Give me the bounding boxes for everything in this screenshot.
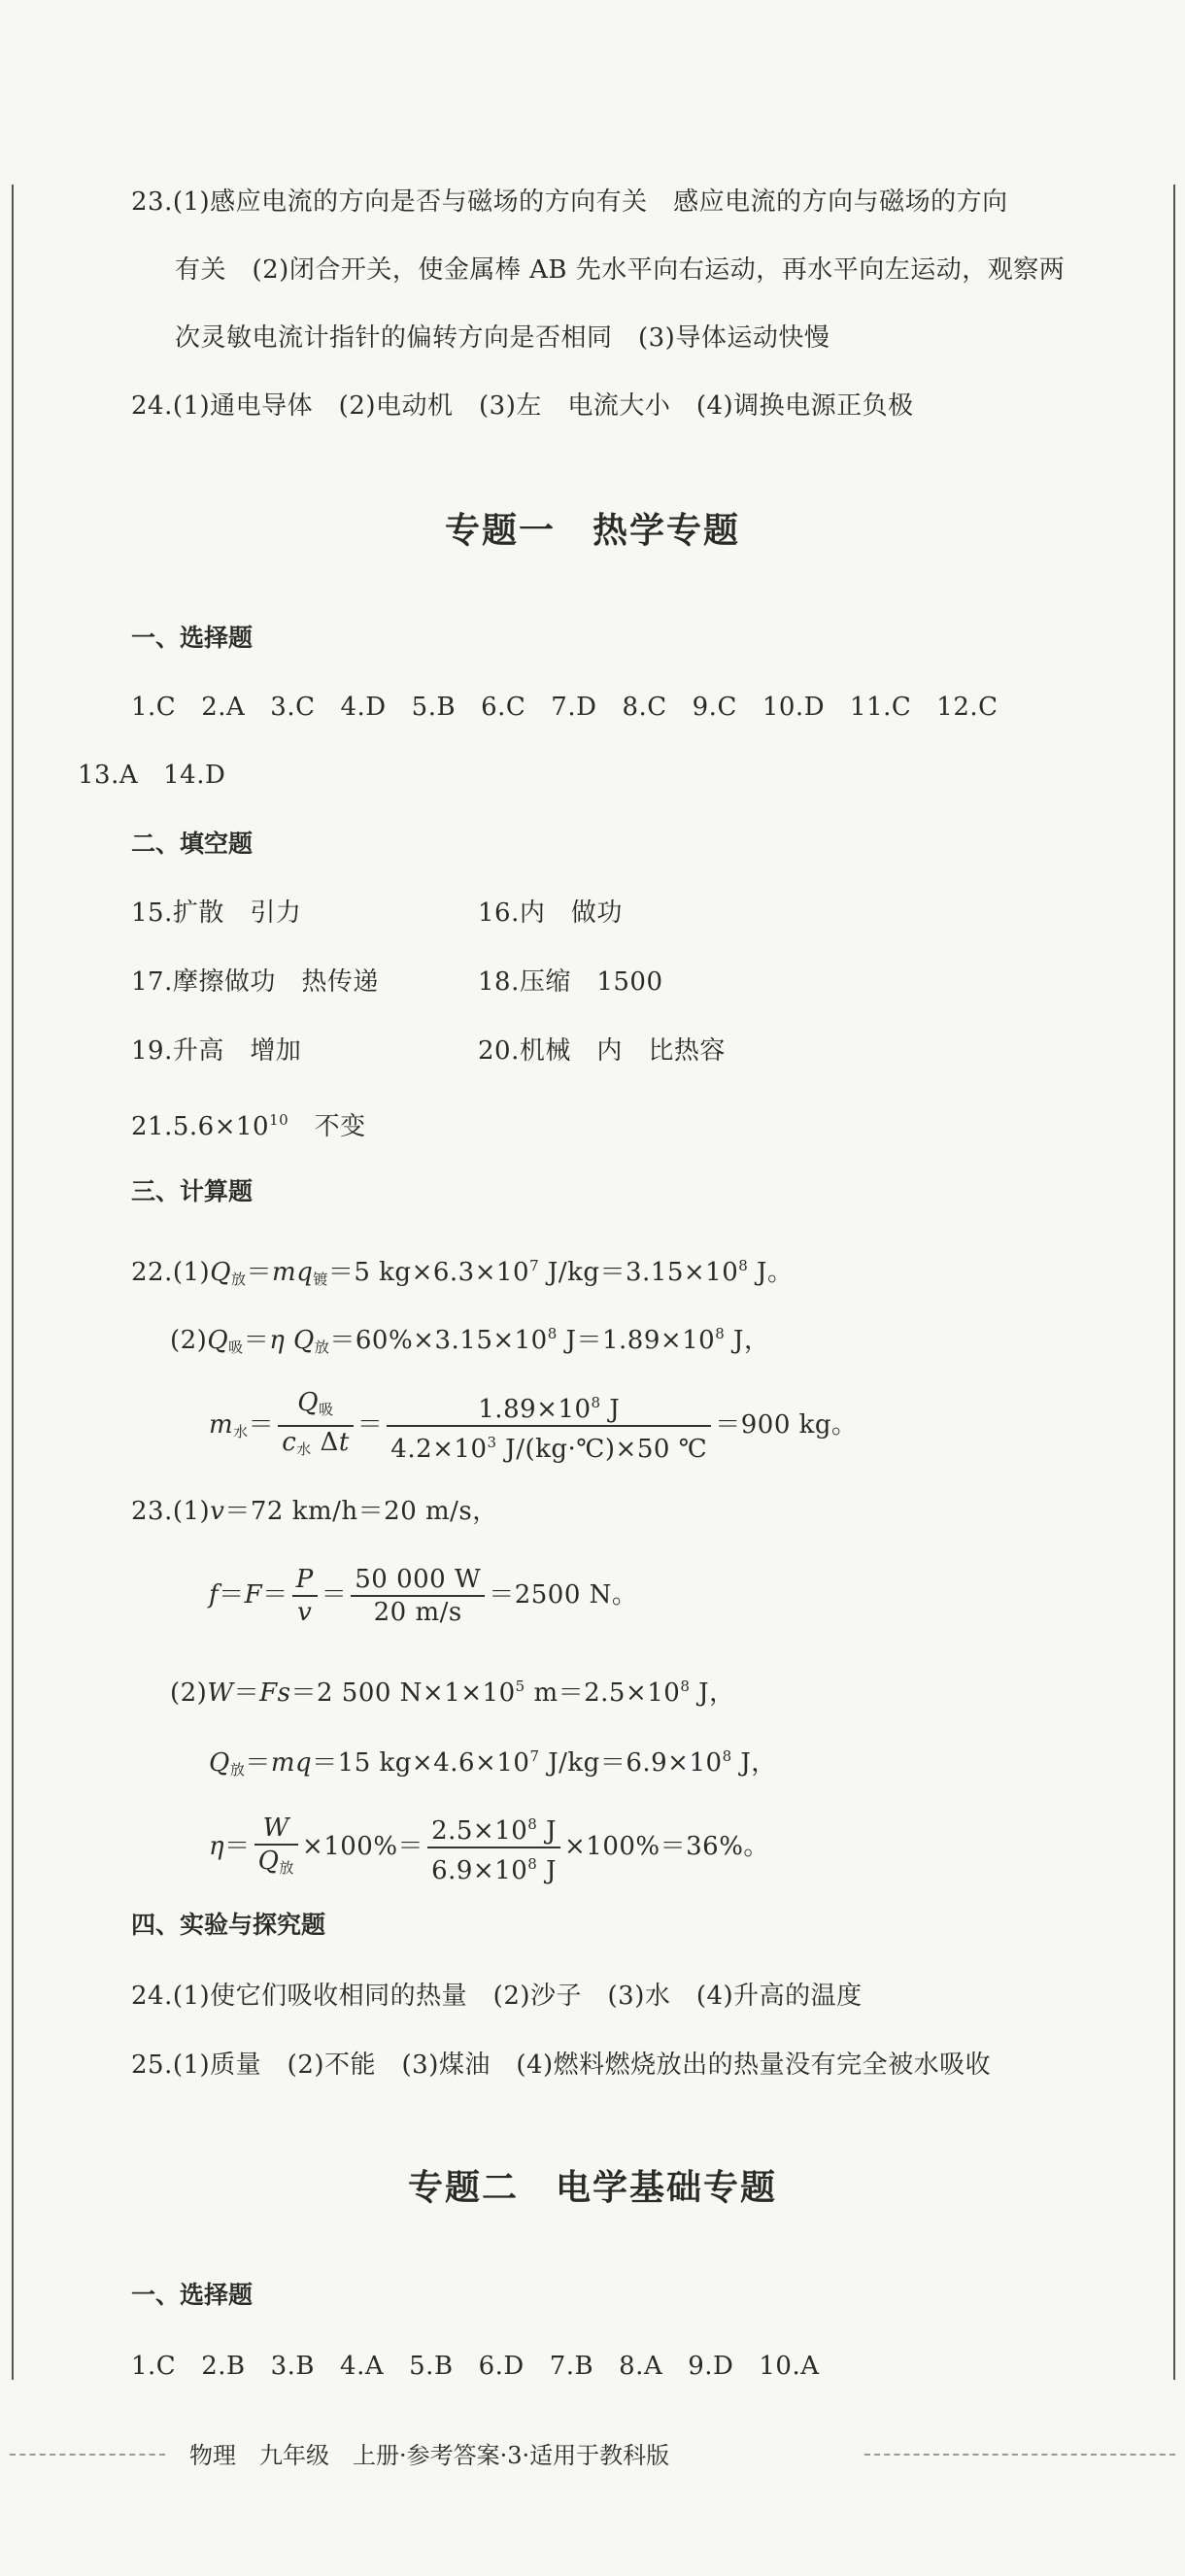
choice-answer: 6.D bbox=[478, 2352, 525, 2381]
choice-answer: 9.C bbox=[692, 693, 737, 722]
choice-answer: 3.B bbox=[270, 2352, 316, 2381]
fraction: $\frac{Q_吸}{c_水 \Delta t}$ bbox=[278, 1387, 354, 1465]
fraction: $\frac{2.5\times 10^8 J}{6.9\times 10^8 J}$ bbox=[427, 1809, 560, 1886]
choice-answer: 5.B bbox=[409, 2352, 454, 2381]
choice-answer: 2.A bbox=[201, 693, 246, 722]
topic1-choice-row1 bbox=[131, 690, 999, 725]
choice-answer: 2.B bbox=[201, 2352, 246, 2381]
fraction: $\frac{W}{Q_放}$ bbox=[254, 1813, 298, 1883]
answer-21-tail: 不变 bbox=[288, 1112, 366, 1141]
choice-answer: 7.D bbox=[551, 693, 597, 722]
calc-22-1: $22.(1)Q_放=mq_镀=5$ $kg\times 6.3\times 10^7$ $J/kg=3.15\times 10^8$ J。 bbox=[131, 1257, 794, 1288]
choice-answer: 4.D bbox=[340, 693, 387, 722]
choice-answer: 7.B bbox=[549, 2352, 594, 2381]
topic1-section-experiment: 四、实验与探究题 bbox=[131, 1911, 326, 1939]
topic2-section-choice: 一、选择题 bbox=[131, 2281, 254, 2309]
calc-23-5: η＝ $\frac{W}{Q_放}$ ×100%＝ $\frac{2.5\times 10^8 J}{6.9\times 10^8 J}$ ×100%＝36%。 bbox=[209, 1809, 769, 1886]
answer-23-line1: 23.(1)感应电流的方向是否与磁场的方向有关 感应电流的方向与磁场的方向 bbox=[131, 187, 1008, 217]
choice-answer: 3.C bbox=[270, 693, 316, 722]
choice-answer: 14.D bbox=[163, 761, 226, 790]
choice-answer: 10.D bbox=[762, 693, 826, 722]
choice-answer: 12.C bbox=[936, 693, 999, 722]
choice-answer: 9.D bbox=[688, 2352, 734, 2381]
experiment-answer-24: 24.(1)使它们吸收相同的热量 (2)沙子 (3)水 (4)升高的温度 bbox=[131, 1982, 863, 2011]
fill-answer-21 bbox=[131, 1102, 366, 1144]
topic1-section-calc: 三、计算题 bbox=[131, 1177, 254, 1205]
page-footer: 物理 九年级 上册·参考答案·3·适用于教科版 bbox=[189, 2442, 670, 2469]
calc-23-2: f＝F＝ $\frac{P}{v}$ ＝ $\frac{50 000 W}{20 m/s}$ ＝2500 N。 bbox=[209, 1565, 638, 1627]
fraction: $\frac{1.89\times 10^8 J}{4.2\times 10^3 J/(kg\cdot℃)\times 50 ℃}$ bbox=[387, 1387, 711, 1465]
topic1-choice-row2 bbox=[78, 758, 251, 793]
answer-23-line3: 次灵敏电流计指针的偏转方向是否相同 (3)导体运动快慢 bbox=[175, 323, 830, 353]
choice-answer: 1.C bbox=[131, 2352, 177, 2381]
choice-answer: 10.A bbox=[759, 2352, 820, 2381]
fill-answer-18: 18.压缩 1500 bbox=[478, 967, 663, 997]
footer-rule-right bbox=[864, 2454, 1175, 2456]
calc-23-1: 23.(1)v＝72 km/h＝20 m/s， bbox=[131, 1497, 498, 1526]
choice-answer: 6.C bbox=[481, 693, 526, 722]
answer-24: 24.(1)通电导体 (2)电动机 (3)左 电流大小 (4)调换电源正负极 bbox=[131, 391, 914, 421]
fraction: $\frac{P}{v}$ bbox=[292, 1564, 318, 1628]
fill-answer-15: 15.扩散 引力 bbox=[131, 898, 302, 928]
answer-23-line2: 有关 (2)闭合开关，使金属棒 AB 先水平向右运动，再水平向左运动，观察两 bbox=[175, 255, 1066, 285]
fill-answer-17: 17.摩擦做功 热传递 bbox=[131, 967, 379, 997]
choice-answer: 4.A bbox=[340, 2352, 385, 2381]
choice-answer: 5.B bbox=[411, 693, 457, 722]
calc-22-2: $(2)Q_吸=\eta$ $Q_放=60\%\times 3.15\times 10^8$ $J=1.89\times 10^8$ J， bbox=[170, 1325, 770, 1356]
answer-21-exponent: 10 bbox=[269, 1111, 289, 1129]
topic2-title: 专题二 电学基础专题 bbox=[407, 2168, 777, 2208]
choice-answer: 1.C bbox=[131, 693, 177, 722]
fraction: $\frac{50 000 W}{20 m/s}$ bbox=[351, 1564, 485, 1628]
footer-rule-left bbox=[10, 2454, 165, 2456]
choice-answer: 8.A bbox=[619, 2352, 663, 2381]
calc-23-4: $Q_放=mq=15$ $kg\times 4.6\times 10^7$ $J/kg=6.9\times 10^8$ J， bbox=[209, 1747, 777, 1779]
fill-answer-16: 16.内 做功 bbox=[478, 898, 623, 928]
fill-answer-20: 20.机械 内 比热容 bbox=[478, 1036, 726, 1066]
experiment-answer-25: 25.(1)质量 (2)不能 (3)煤油 (4)燃料燃烧放出的热量没有完全被水吸收 bbox=[131, 2051, 992, 2080]
topic1-title: 专题一 热学专题 bbox=[444, 511, 740, 551]
choice-answer: 13.A bbox=[78, 761, 139, 790]
calc-23-3: (2)W＝Fs＝2 500 $N\times 1\times 10^5$ $m=2.5\times 10^8$ J， bbox=[170, 1678, 735, 1708]
topic1-section-fill: 二、填空题 bbox=[131, 830, 254, 858]
choice-answer: 11.C bbox=[850, 693, 912, 722]
calc-22-3: $m_水=$ $\frac{Q_吸}{c_水 \Delta t}$ ＝ $\frac{1.89\times 10^8 J}{4.2\times 10^3 J/(kg\cdot℃)\times 50 ℃}$ ＝900 kg。 bbox=[209, 1388, 858, 1464]
choice-answer: 8.C bbox=[622, 693, 667, 722]
topic1-section-choice: 一、选择题 bbox=[131, 624, 254, 652]
answer-21-value: 21.5.6×10 bbox=[131, 1112, 270, 1141]
topic2-choice-row1 bbox=[131, 2349, 820, 2384]
fill-answer-19: 19.升高 增加 bbox=[131, 1036, 302, 1066]
